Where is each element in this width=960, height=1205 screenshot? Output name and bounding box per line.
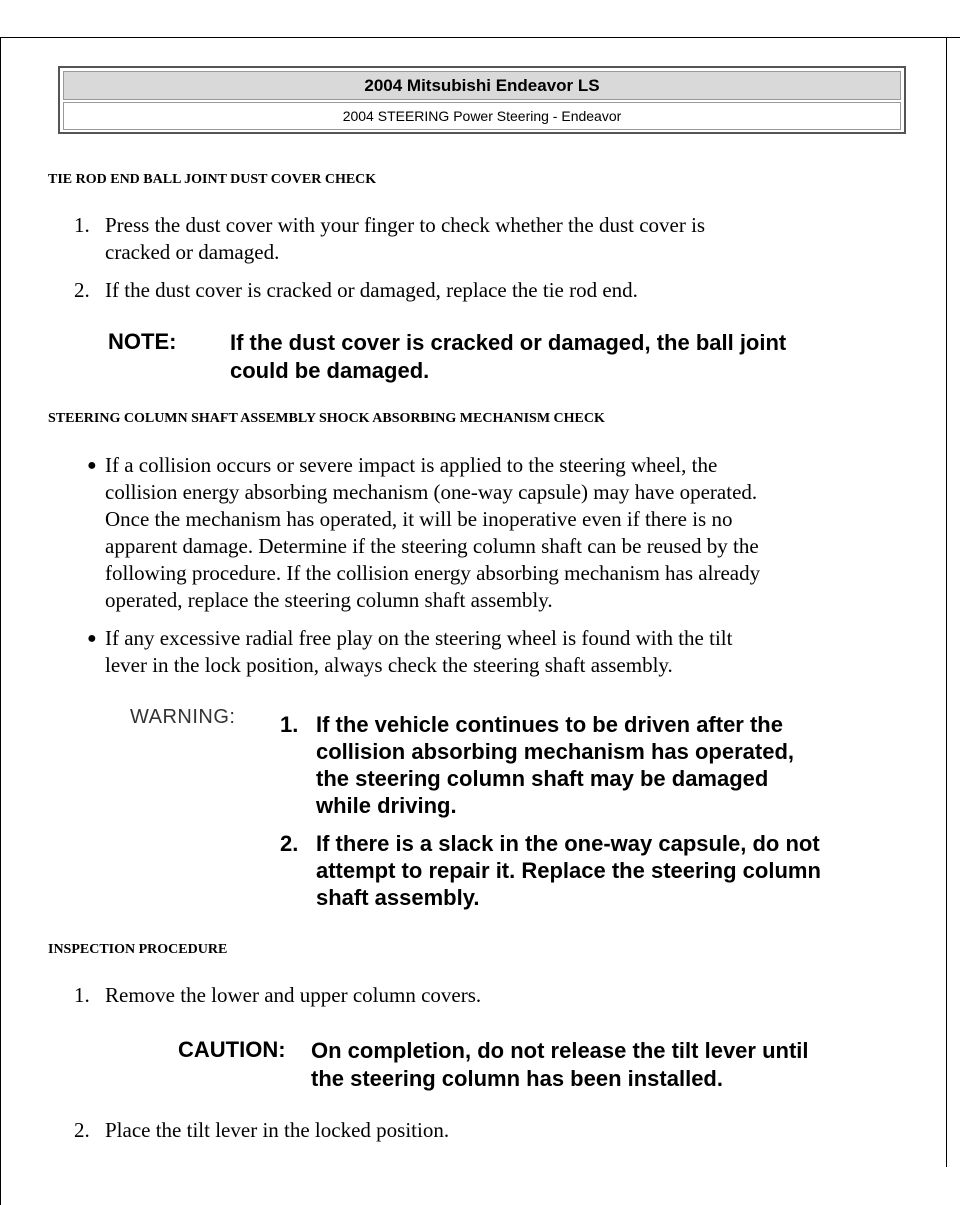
bullet-line: If a collision occurs or severe impact is applied to the steering wheel, the <box>105 453 718 477</box>
step-text <box>105 1117 449 1144</box>
step-number: 1. <box>74 983 90 1007</box>
warning-line: attempt to repair it. Replace the steering column <box>316 858 821 883</box>
step-number: 2. <box>74 278 90 302</box>
bullet-line: collision energy absorbing mechanism (one-way capsule) may have operated. <box>105 480 758 504</box>
bullet-line: Once the mechanism has operated, it will be inoperative even if there is no <box>105 507 733 531</box>
bullet-text <box>105 452 760 614</box>
warning-line: If the vehicle continues to be driven after the <box>316 712 783 737</box>
bullet-line: If any excessive radial free play on the steering wheel is found with the tilt <box>105 626 733 650</box>
bullet-icon: ● <box>87 630 97 647</box>
step-line: Place the tilt lever in the locked position. <box>105 1118 450 1142</box>
caution-line: On completion, do not release the tilt lever until <box>311 1038 809 1063</box>
document-header <box>58 66 906 134</box>
note-line: could be damaged. <box>230 358 430 383</box>
bullet-line: operated, replace the steering column shaft assembly. <box>105 588 553 612</box>
warning-line: If there is a slack in the one-way capsule, do not <box>316 831 820 856</box>
step-number: 2. <box>74 1118 90 1142</box>
document-title: 2004 Mitsubishi Endeavor LS <box>63 71 901 100</box>
step-line: Remove the lower and upper column covers. <box>105 983 482 1007</box>
warning-line: while driving. <box>316 793 457 818</box>
step-text <box>105 982 481 1009</box>
bullet-icon: ● <box>87 457 97 474</box>
note-label: NOTE: <box>108 329 177 354</box>
step-line: Press the dust cover with your finger to check whether the dust cover is <box>105 213 706 237</box>
warning-text <box>316 830 916 911</box>
step-line: If the dust cover is cracked or damaged, replace the tie rod end. <box>105 278 638 302</box>
note-line: If the dust cover is cracked or damaged, the ball joint <box>230 330 787 355</box>
step-text <box>105 277 638 304</box>
warning-number: 2. <box>280 831 299 856</box>
warning-line: shaft assembly. <box>316 885 480 910</box>
section-heading-inspection: INSPECTION PROCEDURE <box>48 942 228 957</box>
page-frame-left <box>0 37 1 1205</box>
note-text <box>230 329 890 385</box>
step-number: 1. <box>74 213 90 237</box>
bullet-text <box>105 625 732 679</box>
section-heading-tie-rod: TIE ROD END BALL JOINT DUST COVER CHECK <box>48 172 377 187</box>
warning-label: WARNING: <box>130 706 236 728</box>
bullet-line: lever in the lock position, always check the steering shaft assembly. <box>105 653 673 677</box>
step-line: cracked or damaged. <box>105 240 280 264</box>
warning-line: collision absorbing mechanism has operated, <box>316 739 795 764</box>
page-frame-top <box>0 37 960 38</box>
caution-text <box>311 1037 911 1093</box>
caution-line: the steering column has been installed. <box>311 1066 723 1091</box>
warning-text <box>316 711 916 819</box>
step-text <box>105 212 705 266</box>
caution-label: CAUTION: <box>178 1037 286 1062</box>
warning-line: the steering column shaft may be damaged <box>316 766 769 791</box>
page-frame-right <box>946 37 947 1167</box>
section-heading-steering-column: STEERING COLUMN SHAFT ASSEMBLY SHOCK ABSORBING MECHANISM CHECK <box>48 411 605 426</box>
bullet-line: apparent damage. Determine if the steering column shaft can be reused by the <box>105 534 759 558</box>
document-subtitle: 2004 STEERING Power Steering - Endeavor <box>63 102 901 130</box>
warning-number: 1. <box>280 712 299 737</box>
bullet-line: following procedure. If the collision energy absorbing mechanism has already <box>105 561 761 585</box>
